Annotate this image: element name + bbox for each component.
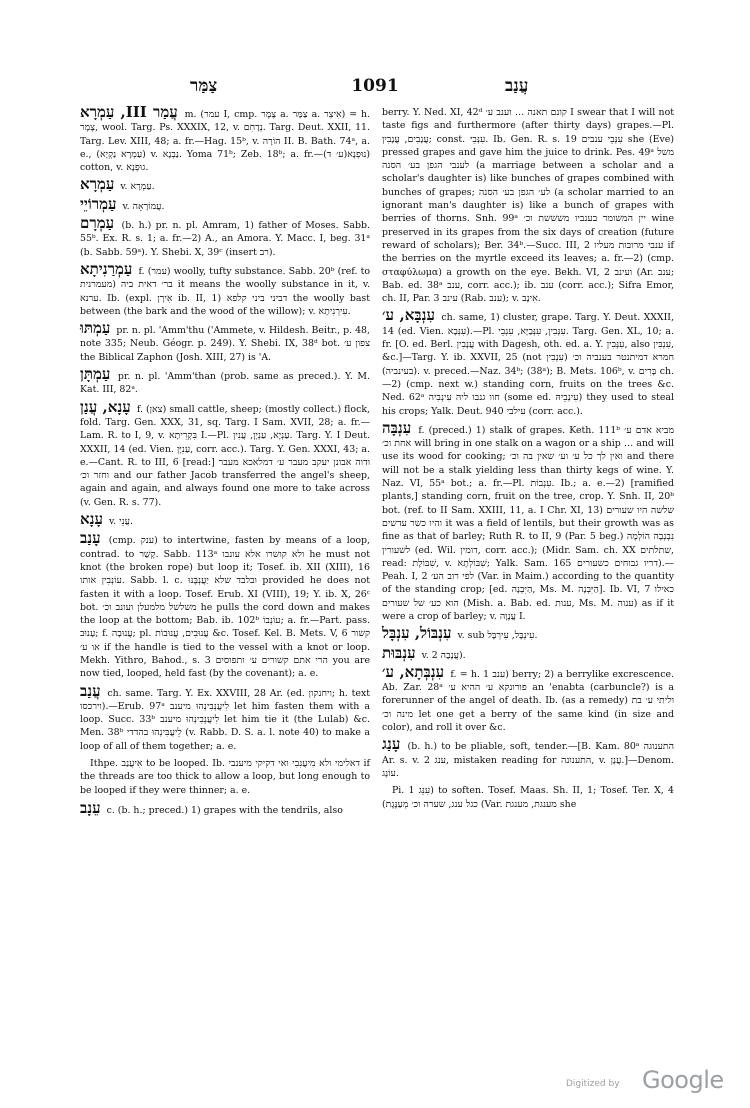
entry-headword: עָנַב	[80, 529, 101, 548]
entry-definition: ch. same, 1) cluster, grape. Targ. Y. Deut. XXXII, 14 (ed. Vien. עִנְּבָא).—Pl. עִנְּבִין, עִנְּבַיָּא, עִנְבֵי. Targ. Gen. XL, 10; a. fr. [O. ed. Berl. עֲנָבִין with Dagesh, oth. ed. a. Y. עִנְּבִין, also עִנְבִּין, &c.]—Targ. Y. ib. XXVII, 25 (not עִנְבִין) חמרא דמיתנטר בענביה וכ׳ (בעינביה). v. preced.—Naz. 34ᵇ; (38ᵃ); B. Mets. 106ᵇ, v. בָּרִים ch.—2) (cmp. next w.) standing corn, fruits on the trees &c. Ned. 62ᵃ חוו גנבו ליה עִינְבִיה (some ed. עִינְבֵיהּ) they used to steal his crops; Yalk. Deut. 940 עילבי (corr. acc.).	[382, 312, 675, 417]
entry-definition: v. עַמְרָא.	[120, 181, 155, 193]
entry-headword: עַמְרָא	[80, 175, 115, 194]
entry-headword: עָנָא	[80, 510, 103, 529]
entry-headword: עַמְרָם	[80, 214, 115, 233]
entry-definition: v. עֲנָבָה 2).	[421, 649, 466, 661]
entry-definition: berry. Y. Ned. XI, 42ᵈ קונם תאנה … וענב ע׳ I swear that I will not taste figs and furthermore (after thirty days) grapes.—Pl. עֲנָבִים, עֲנָבִין; const. עִנְּבֵי. Ib. Gen. R. s. 19 עִנְּבֵי ענבים she (Eve) pressed grapes and gave him the juice to drink. Pes. 49ᵃ משל לענבי הגפן בע׳ הסנה (a marriage between a scholar and a scholar's daughter is) like bunches of grapes combined with bunches of grapes; לע׳ הגפן בע׳ הסנה (a scholar married to an ignorant man's daughter is) like a bunch of grapes with berries of thorns. Snh. 99ᵃ יין המשומר בענביו משששת וכ׳ wine preserved in its grapes from the six days of creation (future reward of scholars); Ber. 34ᵇ.—Succ. III, 2 ענבי מרובות מעליו if the berries on the myrtle exceed its leaves; a. fr.—2) (cmp. σταφύλωμα) a growth on the eye. Bekh. VI, 2 ועינב (Ar. ענב; Bab. ed. 38ᵃ ענב, corr. acc.); ib. ענב (corr. acc.); Sifra Emor, ch. II, Par. 3 עינב (Rab. ענב); v. אִינָב.	[382, 107, 675, 305]
dictionary-entry	[382, 106, 674, 305]
entry-headword: עִנְבּוֹל, עִנְבָּל	[382, 624, 452, 643]
dictionary-entry	[382, 643, 674, 662]
dictionary-entry	[382, 624, 674, 643]
dictionary-entry	[382, 418, 675, 623]
entry-subsense: Pi. עִנֵּג 1) to soften. Tosef. Maas. Sh. II, 1; Tosef. Ter. X, 4 (כגל ענג, שערה וכ׳ מְעַנֶּגֶת (Var. מענגת, מענגת she	[382, 785, 674, 810]
entry-headword: עִנְבָּה	[382, 418, 412, 437]
dictionary-entry	[382, 306, 675, 417]
dictionary-entry	[382, 662, 674, 734]
running-head-left: צַמַּר	[190, 76, 218, 96]
dictionary-entry	[80, 365, 370, 397]
dictionary-entry	[80, 259, 370, 318]
right-column	[382, 106, 674, 816]
dictionary-entry	[382, 735, 675, 780]
entry-headword: עָנַג	[382, 735, 401, 754]
entry-definition: v. עֲנֵי.	[108, 516, 133, 528]
page-number: 1091	[351, 76, 399, 96]
entry-definition: f. (צאן) small cattle, sheep; (mostly collect.) flock, fold. Targ. Gen. XXX, 31, sq. Targ. I Sam. XVII, 28; a. fr.—Lam. R. to I, 9, v. בִּקְרֵיתָא I.—Pl. עַנְיָא, עַנְיָן, עֲנִין. Targ. Y. I Deut. XXXII, 14 (ed. Vien. עַנִיָּן, corr. acc.). Targ. Y. Gen. XXXI, 43; a. e.—Cant. R. to III, 6 [read:] ודוה אבונן יעקב מעבר ע׳ דמלאכא מעבר וחזר וכ׳ and our father Jacob transferred the angel's sheep, again and again, and always found one more to take across (v. Gen. R. s. 77).	[80, 403, 370, 508]
dictionary-entry	[80, 194, 370, 213]
digitized-by-label: Digitized by	[566, 1079, 620, 1089]
dictionary-entry	[80, 529, 371, 680]
dictionary-entry	[80, 175, 370, 194]
entry-headword: עַמְתָּן	[80, 365, 111, 384]
entry-headword: עִנְבָּא, ע׳	[382, 306, 435, 325]
entry-definition: m. (עמר I, cmp. צֶמֶר a. צַמָּר a. אִיצְר) = h. צֶמֶר, wool. Targ. Ps. XXXIX, 12, v. נְדָחִם. Targ. Deut. XXII, 11. Targ. Lev. XIII, 48; a. fr.—Hag. 15ᵇ, v. הוֹרָה II. B. Bath. 74ᵃ, a. e., (עַמְרָא נַקְיָא) v. נַבְנָא. Yoma 71ᵇ; Zeb. 18ᵇ; a. fr.—(ע׳ ד)נוּפְנָא) cotton, v. גוּפְנָא.	[80, 109, 371, 174]
digitized-by-google-watermark	[560, 1066, 724, 1098]
entry-headword: עָנָא, עֲנַן	[80, 397, 131, 416]
dictionary-entry	[80, 798, 370, 817]
entry-definition: (cmp. ענק) to intertwine, fasten by means of a loop, contrad. to קָשַׁר. Sabb. 113ᵃ ולא קושרו אלא עונבו he must not knot (the broken rope) but loop it; Tosef. ib. XII (XIII), 16 עוֹנְבִין אותו. Sabb. l. c. ובלבד שלא יַעֲנְבֶּנּוּ provided he does not fasten it with a loop. Tosef. Erub. XI (VIII), 19; Y. ib. X, 26ᶜ bot. משלשל מלמעלן ועונב וכ׳ he pulls the cord down and makes the loop at the bottom; Bab. ib. 102ᵇ עוֹנְבוֹ; a. fr.—Part. pass. עָנוּב; f. עֲנוּבָה; pl. עֲנוּבִים, עֲנוּבוֹת &c. Tosef. Kel. B. Mets. V, 6 קשור או ע׳ if the handle is tied to the vessel with a knot or loop. Mekh. Yithro, Bahod., s. 3 הרי אתם קשורים ע׳ ותפוסים you are now tied, looped, held fast (by the covenant); a. e.	[80, 535, 371, 680]
entry-definition: (b. h.) to be pliable, soft, tender.—[B. Kam. 80ᵃ התענוגה Ar. s. v. ענג 2, mistaken reading for התענונה, v. עֲנָן.]—Denom. עוֹנֶג.	[382, 741, 675, 779]
dictionary-entry	[80, 510, 370, 529]
dictionary-entry	[80, 319, 371, 364]
entry-subsense: Ithpe. אִיעֲנַב to be looped. Ib. דאלימי ולא מִיעֲנִבִי ואי דקיקי מיענבי if the threads are too thick to allow a loop, but long enough to be looped if they were thinner; a. e.	[80, 758, 370, 796]
left-column	[80, 103, 371, 821]
entry-definition: (b. h.) pr. n. pl. Amram, 1) father of Moses. Sabb. 55ᵇ. Ex. R. s. 1; a. fr.—2) A., an Amora. Y. Macc. I, beg. 31ᵃ (b. Sabb. 59ᵃ). Y. Shebi. X, 39ᶜ (insert רב).	[80, 220, 370, 258]
entry-headword: עִנְבּוּת	[382, 643, 416, 662]
entry-definition: c. (b. h.; preced.) 1) grapes with the tendrils, also	[106, 804, 343, 816]
running-head-right: עֲנַב	[505, 76, 529, 96]
entry-definition: f. (preced.) 1) stalk of grapes. Keth. 111ᵇ מביא אדם ע׳ אחת וכ׳ will bring in one stalk on a wagon or a ship … and will use its wood for cooking; ואין לך כל ע׳ וע׳ שאין בה וכ׳ and there will not be a stalk yielding less than thirty kegs of wine. Y. Naz. VI, 55ᵃ bot.; a. fr.—Pl. עִנְבוֹת. Ib.; a. e.—2) [ramified plants,] standing corn, fruit on the tree, crop. Y. Snh. II, 20ᵇ bot. (ref. to II Sam. XXIII, 11, a. I Chr. XI, 13) שלשה היו שעורים והיו כשר עדשים it was a field of lentils, but their growth was as fine as that of barley; Ruth R. to II, 9 (Par. 5 beg.) נִבְנְבָה הוֹלְמָה לשעורין (ed. Wil. דומין, corr. acc.); (Midr. Sam. ch. XX שתלתים, read: שִׁבּוֹלֶת, v. שִׁבּוֹלְתָא; Yalk. Sam. 165 דריו גבוחים כשעורים).—Peah. I, 2 לפי רוב הע׳ (Var. in Maim.) according to the quantity of the standing crop; [ed. הַיִּבְנָה, Ms. M. הַיִּבְנָה]. Ib. VI, 7 כאילו הוא כע׳ של שעורים (Mish. a. Bab. ed. ענות, Ms. M. ענוה) as if it were a crop of barley; v. עֲנָוָה I.	[382, 424, 675, 622]
google-logo: Google	[642, 1066, 724, 1094]
entry-headword: עֲנַב	[80, 681, 101, 700]
entry-definition: v. עֲמוֹרָאָה.	[122, 200, 165, 212]
page-header	[0, 76, 750, 100]
entry-definition: f. (עמר) woolly, tufty substance. Sabb. 20ᵇ (ref. to מעמרנית) בר׳ דאית ביה it means the woolly substance in it, v. ערנא. Ib. (expl. אִירָן ib. II, 1) דביני ביני קלפא the woolly bast between (the bark and the wood of the willow); v. עִירְנִיתָא.	[80, 265, 370, 317]
entry-headword: עַמְרוֹיֵי	[80, 194, 117, 213]
entry-headword: עֵנָב	[80, 798, 101, 817]
dictionary-entry	[80, 397, 370, 509]
entry-headword: עֲמַר III, עַמְרָא	[80, 103, 178, 121]
entry-definition: ch. same. Targ. Y. Ex. XXVIII, 28 Ar. (ed. ויחנקון; h. text וירכסו).—Erub. 97ᵃ לִיעֲנְבִינְהוּ מיענב let him fasten them with a loop. Succ. 33ᵇ לִיעֲנְבִינְהוּ מיענב let him tie it (the Lulab) &c. Men. 38ᵇ לֵיעֲבִּינְהוּ בהדדי (v. Rabb. D. S. a. l. note 40) to make a loop of all of them together; a. e.	[80, 687, 371, 752]
entry-definition: f. = h. ענב 1) berry; 2) a berrylike excrescence. Ab. Zar. 28ᵃ פורונקא ע׳ ההיא ע׳ an 'enabta (carbuncle?) is a forerunner of the angel of death. Ib. (as a remedy) וליתי ע׳ בת מינה וכ׳ let one get a berry of the same kind (in size and color), and roll it over &c.	[382, 668, 674, 734]
entry-definition: pr. n. pl. 'Amm'thu ('Ammete, v. Hildesh. Beitr., p. 48, note 335; Neub. Géogr. p. 249). Y. Shebi. IX, 38ᵈ bot. צפון ע׳ the Biblical Zaphon (Josh. XIII, 27) is 'A.	[80, 325, 371, 363]
entry-headword: עַמְרַנִיתָא	[80, 259, 133, 278]
dictionary-entry	[80, 214, 370, 259]
entry-definition: v. sub עִינְבָּל, עִירְבָּל.	[457, 630, 538, 642]
entry-headword: עַמְתּוּ	[80, 319, 111, 338]
entry-headword: עִנְבְּתָא, ע׳	[382, 662, 445, 681]
dictionary-entry	[80, 681, 371, 753]
entry-definition: pr. n. pl. 'Amm'than (prob. same as preced.). Y. M. Kat. III, 82ᵃ.	[80, 371, 370, 396]
dictionary-entry	[80, 103, 371, 174]
